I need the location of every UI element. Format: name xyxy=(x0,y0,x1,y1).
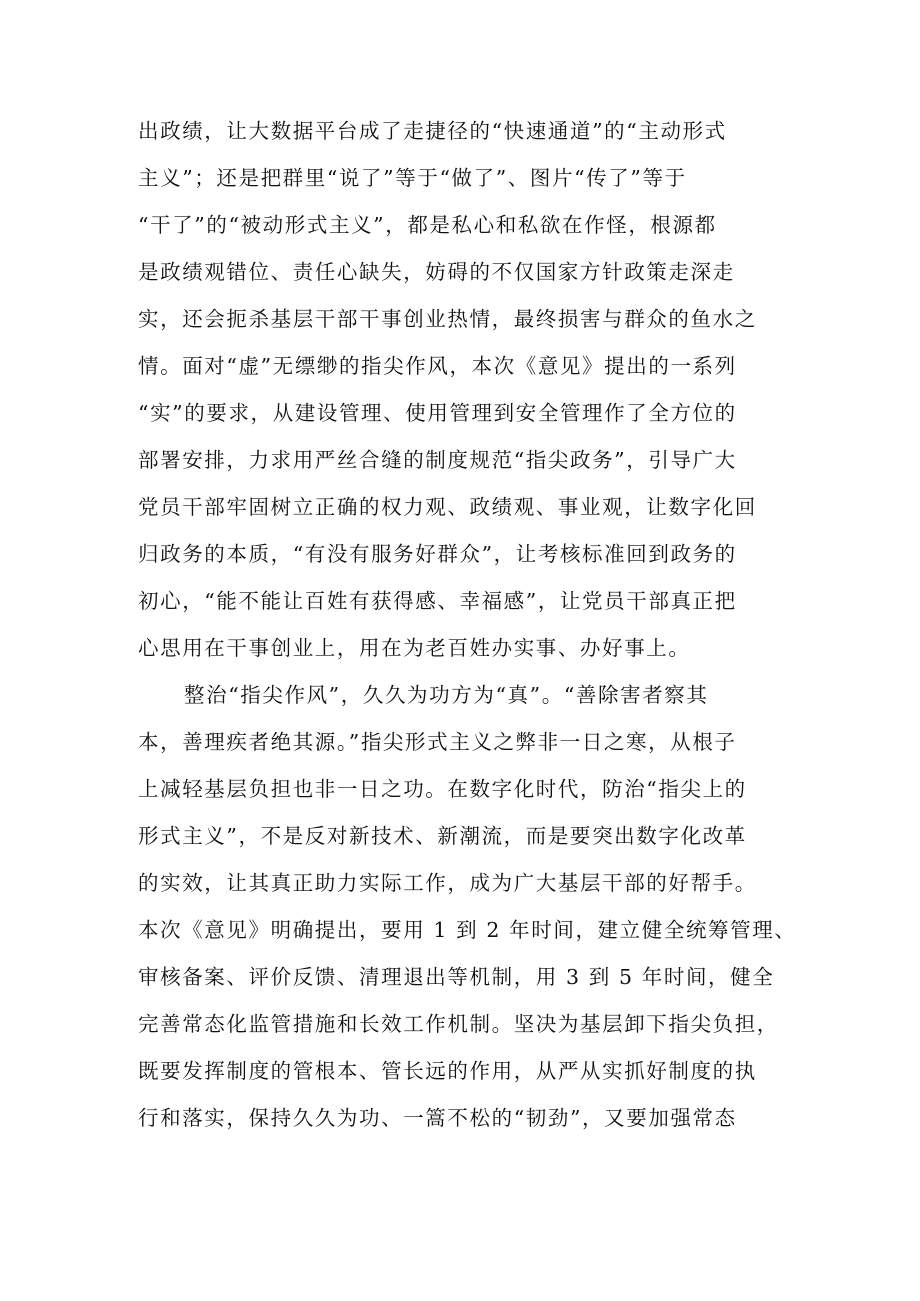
text-line: 完善常态化监管措施和长效工作机制。坚决为基层卸下指尖负担， xyxy=(138,1012,779,1036)
text-line: 归政务的本质，“有没有服务好群众”，让考核标准回到政务的 xyxy=(138,542,737,566)
text-line: 是政绩观错位、责任心缺失，妨碍的不仅国家方针政策走深走 xyxy=(138,260,735,284)
text-line: 主义”；还是把群里“说了”等于“做了”、图片“传了”等于 xyxy=(138,166,687,190)
text-line: 行和落实，保持久久为功、一篙不松的“韧劲”，又要加强常态 xyxy=(138,1106,737,1130)
text-line: 实，还会扼杀基层干部干事创业热情，最终损害与群众的鱼水之 xyxy=(138,307,757,331)
text-line: 的实效，让其真正助力实际工作，成为广大基层干部的好帮手。 xyxy=(138,871,757,895)
text-line: 党员干部牢固树立正确的权力观、政绩观、事业观，让数字化回 xyxy=(138,495,757,519)
text-line: 本，善理疾者绝其源。”指尖形式主义之弊非一日之寒，从根子 xyxy=(138,730,737,754)
text-line: “实”的要求，从建设管理、使用管理到安全管理作了全方位的 xyxy=(138,401,737,425)
text-line: 本次《意见》明确提出，要用 1 到 2 年时间，建立健全统筹管理、 xyxy=(138,918,797,942)
text-line: 形式主义”，不是反对新技术、新潮流，而是要突出数字化改革 xyxy=(138,824,747,848)
text-line: 情。面对“虚”无缥缈的指尖作风，本次《意见》提出的一系列 xyxy=(138,354,737,378)
text-line: 心思用在干事创业上，用在为老百姓办实事、办好事上。 xyxy=(138,636,691,660)
text-line: 既要发挥制度的管根本、管长远的作用，从严从实抓好制度的执 xyxy=(138,1059,757,1083)
text-line: 出政绩，让大数据平台成了走捷径的“快速通道”的“主动形式 xyxy=(138,119,727,143)
text-line: 整治“指尖作风”，久久为功方为“真”。“善除害者察其 xyxy=(184,683,709,707)
text-line: “干了”的“被动形式主义”，都是私心和私欲在作怪，根源都 xyxy=(138,213,717,237)
text-line: 审核备案、评价反馈、清理退出等机制，用 3 到 5 年时间，健全 xyxy=(138,965,775,989)
text-line: 初心，“能不能让百姓有获得感、幸福感”，让党员干部真正把 xyxy=(138,589,737,613)
text-line: 部署安排，力求用严丝合缝的制度规范“指尖政务”，引导广大 xyxy=(138,448,737,472)
text-line: 上减轻基层负担也非一日之功。在数字化时代，防治“指尖上的 xyxy=(138,777,747,801)
